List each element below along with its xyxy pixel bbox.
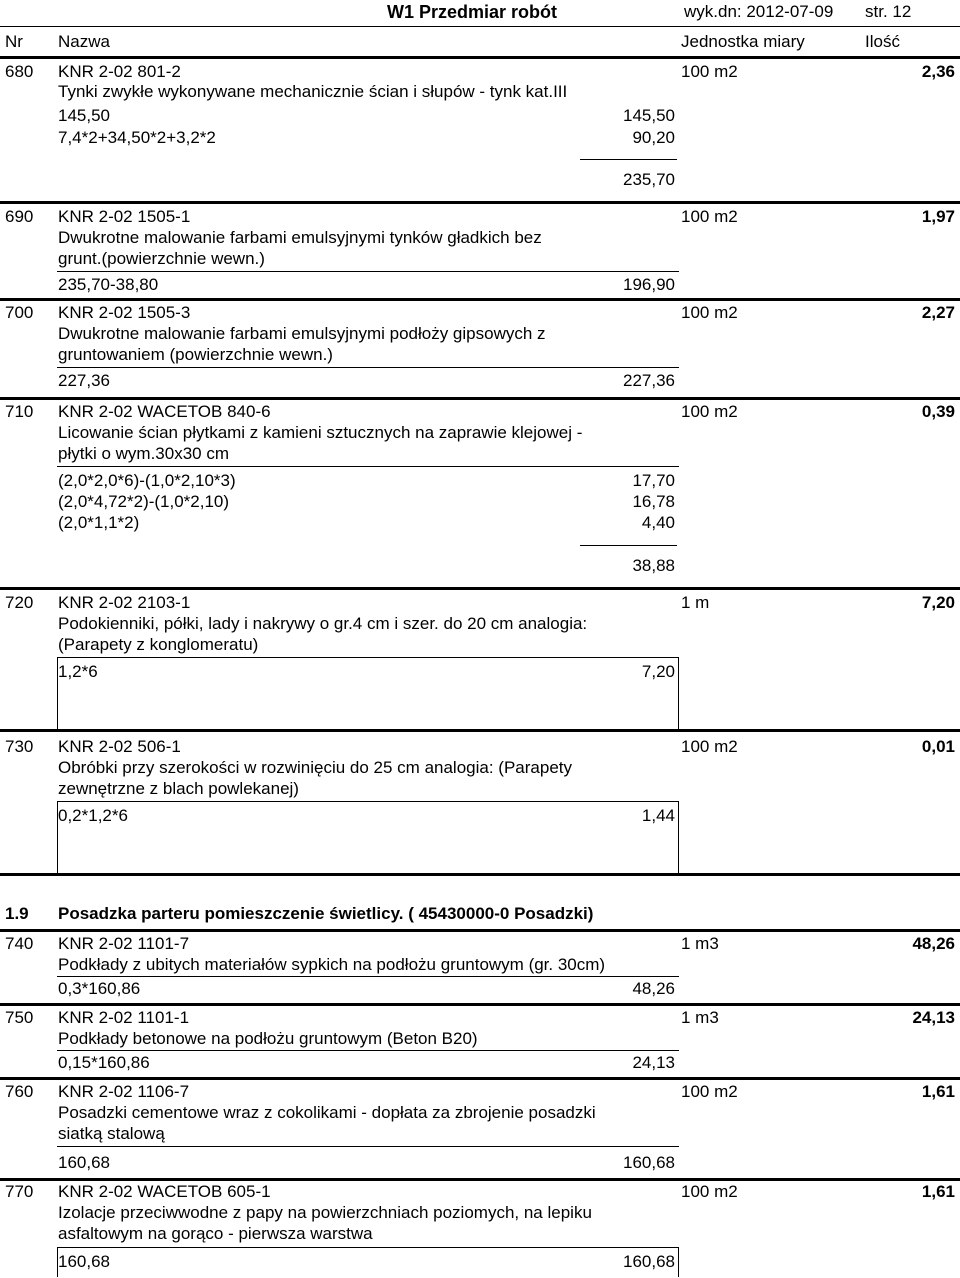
document-date: wyk.dn: 2012-07-09 xyxy=(684,2,834,21)
item-code: KNR 2-02 1101-1 xyxy=(58,1008,190,1027)
calc-value: 160,68 xyxy=(623,1252,675,1271)
item-number: 690 xyxy=(5,207,34,226)
item-unit: 100 m2 xyxy=(681,402,738,421)
item-quantity: 24,13 xyxy=(912,1008,955,1027)
calc-rule xyxy=(57,1247,679,1248)
item-separator xyxy=(0,1003,960,1006)
item-unit: 100 m2 xyxy=(681,62,738,81)
item-code: KNR 2-02 1505-1 xyxy=(58,207,191,226)
column-header-ilosc: Ilość xyxy=(865,32,900,51)
calc-rule xyxy=(57,657,679,658)
calc-expression: 145,50 xyxy=(58,106,110,125)
calc-frame-left xyxy=(57,801,58,873)
item-code: KNR 2-02 1505-3 xyxy=(58,303,191,322)
calc-value: 24,13 xyxy=(632,1053,675,1072)
item-unit: 100 m2 xyxy=(681,1182,738,1201)
calc-expression: (2,0*1,1*2) xyxy=(58,513,140,532)
item-description: Podkłady z ubitych materiałów sypkich na podłożu gruntowym (gr. 30cm) xyxy=(58,955,606,974)
item-code: KNR 2-02 1106-7 xyxy=(58,1082,190,1101)
item-unit: 1 m3 xyxy=(681,1008,719,1027)
calc-total: 38,88 xyxy=(632,556,675,575)
item-number: 740 xyxy=(5,934,34,953)
calc-total: 235,70 xyxy=(623,170,675,189)
item-description: Tynki zwykłe wykonywane mechanicznie ścian i słupów - tynk kat.III xyxy=(58,82,568,101)
item-quantity: 48,26 xyxy=(912,934,955,953)
item-description: (Parapety z konglomeratu) xyxy=(58,635,259,654)
calc-value: 227,36 xyxy=(623,371,675,390)
calc-expression: 0,3*160,86 xyxy=(58,979,141,998)
item-unit: 100 m2 xyxy=(681,1082,738,1101)
calc-rule xyxy=(57,271,679,272)
header-rule-bottom xyxy=(0,56,960,59)
calc-expression: 7,4*2+34,50*2+3,2*2 xyxy=(58,128,216,147)
item-number: 700 xyxy=(5,303,34,322)
calc-value: 90,20 xyxy=(632,128,675,147)
calc-frame-right xyxy=(678,1247,679,1277)
item-code: KNR 2-02 WACETOB 605-1 xyxy=(58,1182,271,1201)
item-number: 770 xyxy=(5,1182,34,1201)
item-description: gruntowaniem (powierzchnie wewn.) xyxy=(58,345,333,364)
section-number: 1.9 xyxy=(5,904,29,923)
item-separator xyxy=(0,397,960,400)
item-number: 680 xyxy=(5,62,34,81)
item-unit: 100 m2 xyxy=(681,303,738,322)
item-separator xyxy=(0,929,960,932)
item-number: 720 xyxy=(5,593,34,612)
item-code: KNR 2-02 801-2 xyxy=(58,62,181,81)
item-description: Dwukrotne malowanie farbami emulsyjnymi tynków gładkich bez xyxy=(58,228,542,247)
item-unit: 100 m2 xyxy=(681,207,738,226)
calc-expression: 1,2*6 xyxy=(58,662,98,681)
item-number: 750 xyxy=(5,1008,34,1027)
item-unit: 100 m2 xyxy=(681,737,738,756)
item-description: Obróbki przy szerokości w rozwinięciu do 25 cm analogia: (Parapety xyxy=(58,758,573,777)
calc-frame-left xyxy=(57,657,58,729)
item-number: 710 xyxy=(5,402,34,421)
calc-expression: (2,0*4,72*2)-(1,0*2,10) xyxy=(58,492,230,511)
calc-rule xyxy=(57,367,679,368)
item-code: KNR 2-02 1101-7 xyxy=(58,934,190,953)
item-separator xyxy=(0,298,960,301)
calc-rule xyxy=(57,1146,679,1147)
calc-rule xyxy=(57,466,679,467)
header-rule-top xyxy=(0,26,960,27)
item-quantity: 1,97 xyxy=(921,207,955,226)
calc-frame-right xyxy=(678,801,679,873)
calc-expression: 160,68 xyxy=(58,1252,110,1271)
item-separator xyxy=(0,1178,960,1181)
item-quantity: 0,01 xyxy=(921,737,955,756)
item-number: 760 xyxy=(5,1082,34,1101)
item-description: Licowanie ścian płytkami z kamieni sztucznych na zaprawie klejowej - xyxy=(58,423,583,442)
item-separator xyxy=(0,1077,960,1080)
item-quantity: 2,27 xyxy=(921,303,955,322)
calc-expression: 227,36 xyxy=(58,371,110,390)
document-title: W1 Przedmiar robót xyxy=(387,2,558,22)
item-quantity: 2,36 xyxy=(921,62,955,81)
calc-expression: (2,0*2,0*6)-(1,0*2,10*3) xyxy=(58,471,236,490)
calc-value: 160,68 xyxy=(623,1153,675,1172)
calc-frame-left xyxy=(57,1247,58,1277)
item-description: Posadzki cementowe wraz z cokolikami - dopłata za zbrojenie posadzki xyxy=(58,1103,596,1122)
item-description: Podokienniki, półki, lady i nakrywy o gr.4 cm i szer. do 20 cm analogia: xyxy=(58,614,588,633)
calc-value: 17,70 xyxy=(632,471,675,490)
item-code: KNR 2-02 2103-1 xyxy=(58,593,191,612)
item-quantity: 7,20 xyxy=(921,593,955,612)
item-description: zewnętrzne z blach powlekanej) xyxy=(58,779,299,798)
sum-rule xyxy=(580,545,677,546)
item-number: 730 xyxy=(5,737,34,756)
item-code: KNR 2-02 506-1 xyxy=(58,737,181,756)
calc-frame-right xyxy=(678,657,679,729)
item-quantity: 1,61 xyxy=(921,1182,955,1201)
item-quantity: 0,39 xyxy=(921,402,955,421)
section-title: Posadzka parteru pomieszczenie świetlicy. ( 45430000-0 Posadzki) xyxy=(58,904,594,923)
calc-expression: 160,68 xyxy=(58,1153,110,1172)
calc-value: 48,26 xyxy=(632,979,675,998)
column-header-jm: Jednostka miary xyxy=(681,32,805,51)
item-description: siatką stalową xyxy=(58,1124,165,1143)
item-description: grunt.(powierzchnie wewn.) xyxy=(58,249,265,268)
item-unit: 1 m3 xyxy=(681,934,719,953)
item-description: Podkłady betonowe na podłożu gruntowym (Beton B20) xyxy=(58,1029,478,1048)
item-description: Dwukrotne malowanie farbami emulsyjnymi podłoży gipsowych z xyxy=(58,324,546,343)
sum-rule xyxy=(580,159,677,160)
item-description: płytki o wym.30x30 cm xyxy=(58,444,229,463)
calc-value: 1,44 xyxy=(641,806,675,825)
calc-expression: 0,2*1,2*6 xyxy=(58,806,128,825)
calc-expression: 235,70-38,80 xyxy=(58,275,159,294)
calc-value: 196,90 xyxy=(623,275,675,294)
item-description: asfaltowym na gorąco - pierwsza warstwa xyxy=(58,1224,373,1243)
calc-rule xyxy=(57,976,679,977)
item-unit: 1 m xyxy=(681,593,710,612)
item-code: KNR 2-02 WACETOB 840-6 xyxy=(58,402,271,421)
item-separator xyxy=(0,729,960,732)
calc-expression: 0,15*160,86 xyxy=(58,1053,150,1072)
calc-rule xyxy=(57,801,679,802)
item-description: Izolacje przeciwwodne z papy na powierzchniach poziomych, na lepiku xyxy=(58,1203,592,1222)
item-separator xyxy=(0,873,960,876)
item-separator xyxy=(0,201,960,204)
column-header-nr: Nr xyxy=(5,32,23,51)
calc-value: 16,78 xyxy=(632,492,675,511)
item-separator xyxy=(0,587,960,590)
calc-value: 145,50 xyxy=(623,106,675,125)
calc-value: 7,20 xyxy=(641,662,675,681)
page-number: str. 12 xyxy=(865,2,912,21)
calc-value: 4,40 xyxy=(641,513,675,532)
column-header-nazwa: Nazwa xyxy=(58,32,110,51)
item-quantity: 1,61 xyxy=(921,1082,955,1101)
calc-rule xyxy=(57,1050,679,1051)
